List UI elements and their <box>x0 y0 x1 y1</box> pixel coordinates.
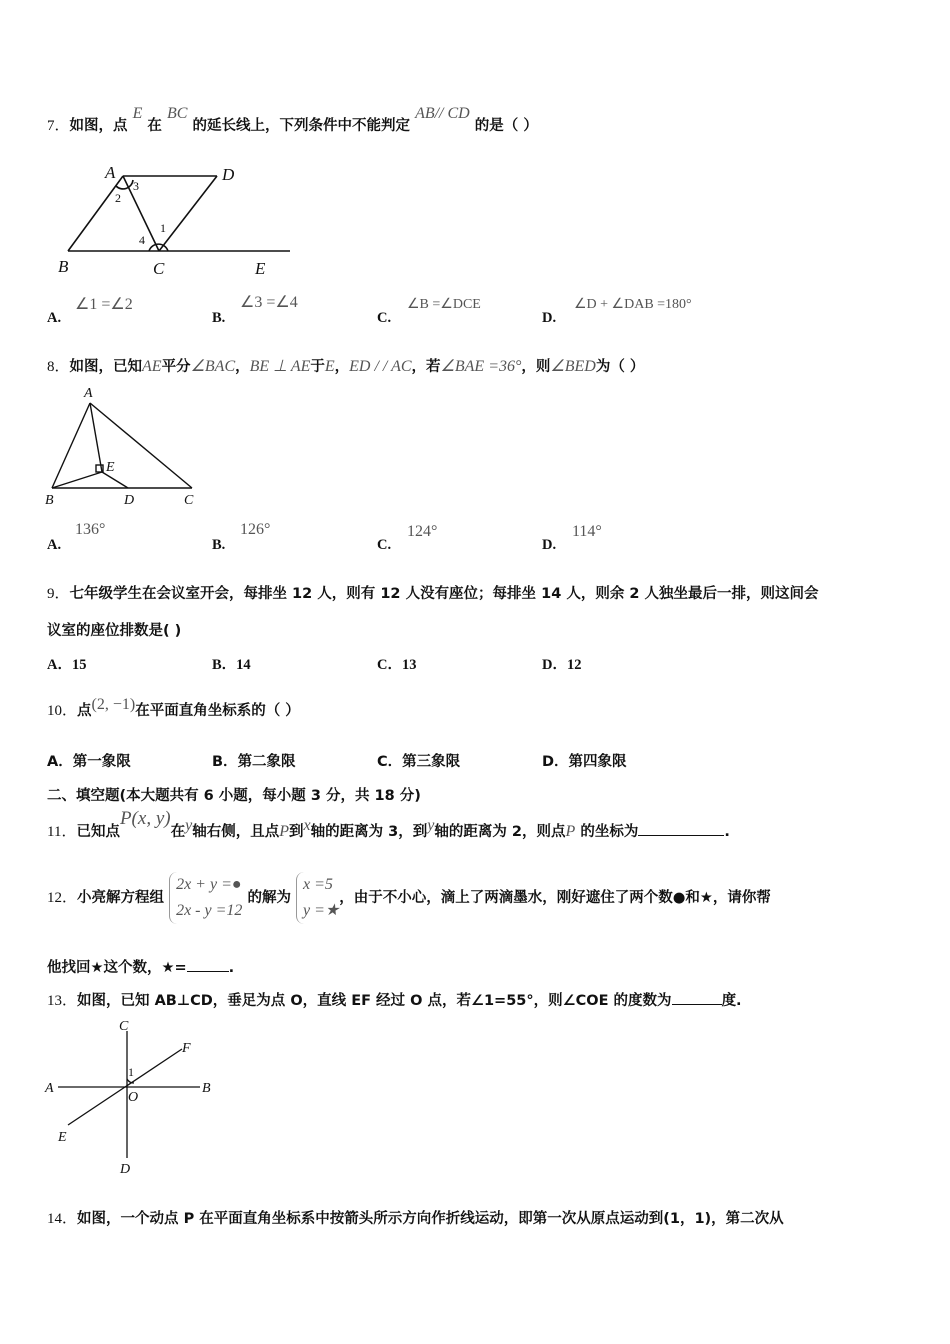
label: E <box>58 1130 67 1145</box>
math: P <box>565 823 576 840</box>
math: ∠BED <box>550 358 596 375</box>
equation: x =5 <box>303 876 333 893</box>
option-letter: A. <box>47 310 62 326</box>
option-value: ∠1 =∠2 <box>75 296 133 313</box>
question-14 <box>47 1207 784 1228</box>
question-12-cont <box>47 956 234 977</box>
option-value: 第三象限 <box>402 754 461 770</box>
option-value: 第四象限 <box>568 754 627 770</box>
option <box>212 653 251 674</box>
label: B <box>202 1081 211 1096</box>
option-letter: D． <box>542 754 569 770</box>
math: y <box>427 817 435 834</box>
text: 点 <box>77 703 92 719</box>
question-number: 10． <box>47 703 78 719</box>
option-letter: C． <box>377 754 403 770</box>
option-value: 136° <box>75 521 106 538</box>
option-letter: B. <box>212 537 226 553</box>
label: A <box>105 163 116 182</box>
text: 度. <box>721 993 742 1009</box>
option-letter: A． <box>47 754 73 770</box>
option-value: 14 <box>236 657 251 673</box>
math: P(x, y) <box>119 808 171 829</box>
math: y <box>185 817 193 834</box>
text: . <box>228 960 235 976</box>
text: ，若 <box>411 359 441 375</box>
equation: y =★ <box>303 902 340 919</box>
text: ，则 <box>521 359 551 375</box>
text: 如图，一个动点 P 在平面直角坐标系中按箭头所示方向作折线运动，即第一次从原点运动到(1，1)，第二次从 <box>77 1211 784 1227</box>
question-number: 12． <box>47 890 78 906</box>
equation: 2x + y =● <box>176 876 242 893</box>
text: 轴右侧，且点 <box>192 824 280 840</box>
option-value: 12 <box>566 657 582 673</box>
option <box>212 750 296 771</box>
question-9-cont <box>47 619 181 640</box>
option-letter: D. <box>542 310 557 326</box>
math: (2, −1) <box>91 696 136 713</box>
text: 到 <box>288 824 304 840</box>
text: 轴的距离为 3，到 <box>310 824 428 840</box>
q7-figure <box>50 158 300 283</box>
question-number: 11． <box>47 824 77 840</box>
text: 小亮解方程组 <box>77 890 165 906</box>
equation: 2x - y =12 <box>176 902 243 919</box>
label: 1 <box>160 221 166 235</box>
text: 如图，已知 <box>69 359 143 375</box>
label: C <box>153 259 165 278</box>
q13-figure <box>40 1013 220 1183</box>
label: B <box>58 257 69 276</box>
option <box>542 653 581 674</box>
option-value: ∠B =∠DCE <box>407 297 481 312</box>
label: A <box>84 386 93 401</box>
math: AE <box>142 358 162 375</box>
text: 如图，已知 AB⊥CD，垂足为点 O，直线 EF 经过 O 点，若∠1=55°，则∠COE 的度数为 <box>77 993 672 1009</box>
option-letter: D． <box>542 657 567 673</box>
text: 七年级学生在会议室开会，每排坐 12 人，则有 12 人没有座位；每排坐 14 人，则余 2 人独坐最后一排，则这间会 <box>69 586 819 602</box>
question-10 <box>47 696 300 720</box>
label: 3 <box>133 179 139 193</box>
option-letter: A． <box>47 657 72 673</box>
text: 于 <box>310 359 325 375</box>
q8-figure <box>42 383 212 508</box>
question-8 <box>47 355 644 376</box>
option-value: 第二象限 <box>237 754 296 770</box>
section-title: 二、填空题(本大题共有 6 小题，每小题 3 分，共 18 分) <box>47 788 421 804</box>
question-11 <box>47 808 730 842</box>
question-number: 9． <box>47 586 70 602</box>
question-number: 14． <box>47 1211 78 1227</box>
option-letter: B. <box>212 310 226 326</box>
option <box>47 653 86 674</box>
math: x <box>303 817 311 834</box>
text: 平分 <box>161 359 191 375</box>
equation-system <box>169 872 242 924</box>
math: P <box>279 823 289 840</box>
option-value: 第一象限 <box>72 754 131 770</box>
text: 的解为 <box>247 890 291 906</box>
text: 的延长线上，下列条件中不能判定 <box>192 118 410 134</box>
text: 的坐标为 <box>580 824 639 840</box>
option-value: ∠3 =∠4 <box>240 294 298 311</box>
option <box>377 750 460 771</box>
answer-blank[interactable] <box>638 821 724 836</box>
text: ， <box>235 359 250 375</box>
option-letter: C． <box>377 657 402 673</box>
text: ， <box>334 359 350 375</box>
label: C <box>184 493 194 508</box>
option <box>47 750 131 771</box>
option-value: 114° <box>572 523 602 540</box>
option-value: ∠D + ∠DAB =180° <box>574 297 692 312</box>
text: 轴的距离为 2，则点 <box>434 824 566 840</box>
option <box>542 750 627 771</box>
option-value: 126° <box>240 521 271 538</box>
question-number: 13． <box>47 993 78 1009</box>
text: 如图，点 <box>69 118 128 134</box>
text: 在 <box>147 118 162 134</box>
math: E <box>132 105 143 122</box>
math: BE ⊥ AE <box>249 358 311 375</box>
solution-system <box>296 872 339 924</box>
question-12 <box>47 872 771 924</box>
option-value: 15 <box>71 657 87 673</box>
label: O <box>128 1090 139 1105</box>
label: E <box>255 259 266 278</box>
question-7 <box>47 105 538 135</box>
text: 已知点 <box>76 824 120 840</box>
math: E <box>324 358 335 375</box>
label: D <box>124 493 135 508</box>
label: 1 <box>128 1065 134 1079</box>
question-number: 8． <box>47 359 70 375</box>
text: 他找回★这个数，★= <box>47 960 187 976</box>
option <box>377 653 416 674</box>
label: 2 <box>115 191 121 205</box>
label: F <box>182 1041 191 1056</box>
text: 在平面直角坐标系的（ ） <box>135 703 300 719</box>
question-9 <box>47 582 819 603</box>
math: ∠BAE =36° <box>440 358 522 375</box>
text: ，由于不小心，滴上了两滴墨水，刚好遮住了两个数●和★，请你帮 <box>339 890 771 906</box>
option-value: 124° <box>407 523 438 540</box>
question-13 <box>47 989 742 1010</box>
text: 在 <box>170 824 186 840</box>
text: 的是（ ） <box>474 118 538 134</box>
option-letter: C. <box>377 310 392 326</box>
text: 议室的座位排数是( ) <box>47 623 182 639</box>
label: C <box>119 1019 129 1034</box>
option-letter: C. <box>377 537 392 553</box>
math: BC <box>166 105 188 122</box>
option-letter: B． <box>212 657 237 673</box>
label: 4 <box>139 233 145 247</box>
label: D <box>120 1162 131 1177</box>
text: . <box>724 824 730 840</box>
label: A <box>45 1081 54 1096</box>
question-number: 7． <box>47 118 70 134</box>
math: AB// CD <box>415 105 470 122</box>
math: ED / / AC <box>349 358 412 375</box>
answer-blank[interactable] <box>672 990 722 1005</box>
label: D <box>222 165 235 184</box>
answer-blank[interactable] <box>187 957 229 972</box>
option-letter: B． <box>212 754 238 770</box>
option-letter: A. <box>47 537 62 553</box>
option-letter: D. <box>542 537 557 553</box>
math: ∠BAC <box>190 358 236 375</box>
label: B <box>45 493 54 508</box>
label: E <box>106 460 115 475</box>
option-value: 13 <box>401 657 417 673</box>
text: 为（ ） <box>595 359 645 375</box>
